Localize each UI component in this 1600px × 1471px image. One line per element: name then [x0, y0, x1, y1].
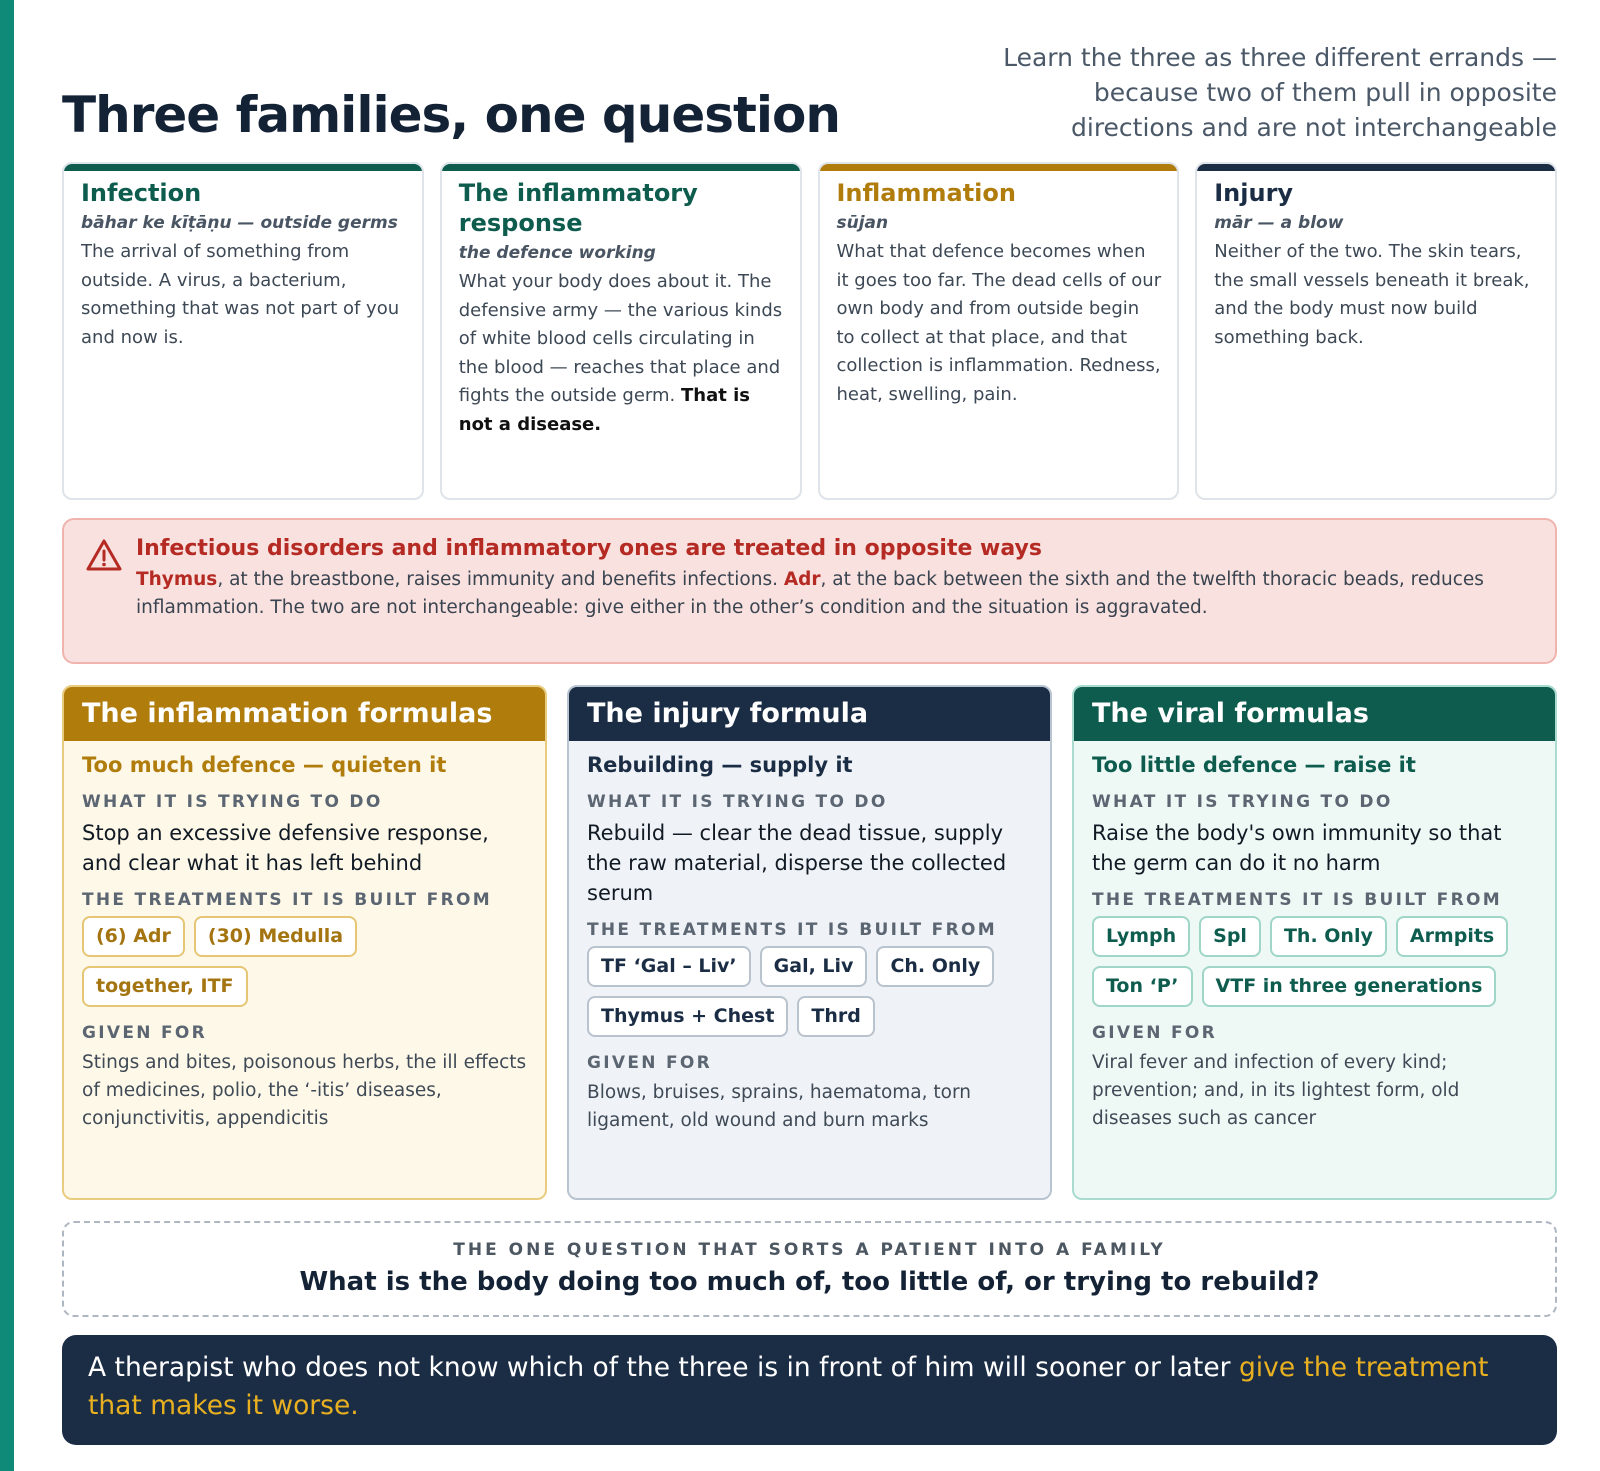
treatment-chip: Th. Only [1270, 916, 1387, 957]
formula-panels [62, 685, 1557, 1200]
goal-label: WHAT IT IS TRYING TO DO [1092, 792, 1393, 812]
formula-heading: The injury formula [569, 687, 1050, 741]
treatment-chip: Thrd [797, 996, 874, 1037]
treatment-chips [82, 916, 527, 1007]
treatments-label: THE TREATMENTS IT IS BUILT FROM [1092, 890, 1502, 910]
treatment-chip: (6) Adr [82, 916, 185, 957]
treatment-chip: Gal, Liv [760, 946, 868, 987]
concept-title: Inflammation [836, 179, 1016, 207]
concept-emphasis: That is not a disease. [458, 385, 750, 435]
concept-body-text: Neither of the two. The skin tears, the small vessels beneath it break, and the body must now build something back. [1214, 241, 1530, 348]
concept-title: Injury [1214, 179, 1294, 207]
treatment-chip: Lymph [1092, 916, 1190, 957]
concept-card-injury [1195, 162, 1557, 500]
treatment-chip: Thymus + Chest [587, 996, 788, 1037]
formula-tagline: Too much defence — quieten it [82, 753, 447, 777]
footer-banner [62, 1335, 1557, 1445]
concept-subtitle: mār — a blow [1214, 213, 1344, 233]
concept-body [1214, 238, 1539, 352]
formula-goal: Stop an excessive defensive response, and clear what it has left behind [82, 821, 489, 875]
warning-banner [62, 518, 1557, 664]
formula-panel-inflammation [62, 685, 547, 1200]
given-for-text: Stings and bites, poisonous herbs, the ill effects of medicines, polio, the ‘-itis’ diseases, conjunctivitis, appendicitis [82, 1052, 527, 1129]
treatment-chip: Spl [1199, 916, 1261, 957]
treatment-chips [587, 946, 1032, 1037]
goal-label: WHAT IT IS TRYING TO DO [587, 792, 888, 812]
formula-tagline: Rebuilding — supply it [587, 753, 853, 777]
question-text: What is the body doing too much of, too little of, or trying to rebuild? [299, 1267, 1320, 1297]
concept-body-text: What that defence becomes when it goes too far. The dead cells of our own body and from outside begin to collect at that place, and that collection is inflammation. Redness, heat, swelling, pain. [836, 241, 1162, 405]
treatment-chip: Ch. Only [876, 946, 994, 987]
treatment-chip: TF ‘Gal – Liv’ [587, 946, 751, 987]
warning-text-2: , at the back between the sixth and the twelfth thoracic beads, reduces inflammation. The two are not interchangeable: give either in the other’s condition and the situation is aggravated. [136, 569, 1484, 618]
treatments-label: THE TREATMENTS IT IS BUILT FROM [587, 920, 997, 940]
warning-term-thymus: Thymus [136, 569, 218, 590]
given-for-label: GIVEN FOR [1092, 1023, 1218, 1043]
given-for-label: GIVEN FOR [587, 1053, 713, 1073]
concept-subtitle: the defence working [458, 243, 656, 263]
question-label: THE ONE QUESTION THAT SORTS A PATIENT INTO A FAMILY [453, 1240, 1166, 1260]
treatment-chip: together, ITF [82, 966, 248, 1007]
given-for-label: GIVEN FOR [82, 1023, 208, 1043]
treatment-chip: Armpits [1396, 916, 1508, 957]
formula-heading: The inflammation formulas [64, 687, 545, 741]
concept-card-infection [62, 162, 424, 500]
side-accent-stripe [0, 0, 14, 1471]
concept-card-inflammation [818, 162, 1180, 500]
page-tagline: Learn the three as three different errands — because two of them pull in opposite directions and are not interchangeable [1003, 43, 1557, 142]
concept-cards [62, 162, 1557, 500]
given-for-text: Viral fever and infection of every kind; prevention; and, in its lightest form, old diseases such as cancer [1092, 1052, 1460, 1129]
goal-label: WHAT IT IS TRYING TO DO [82, 792, 383, 812]
footer-highlight: give the treatment that makes it worse. [88, 1352, 1489, 1421]
warning-text [136, 566, 1535, 622]
formula-panel-viral [1072, 685, 1557, 1200]
page-title: Three families, one question [62, 86, 840, 144]
formula-panel-injury [567, 685, 1052, 1200]
treatments-label: THE TREATMENTS IT IS BUILT FROM [82, 890, 492, 910]
formula-heading: The viral formulas [1074, 687, 1555, 741]
treatment-chip: VTF in three generations [1202, 966, 1497, 1007]
concept-card-inflammatory-response [440, 162, 802, 500]
warning-title: Infectious disorders and inflammatory ones are treated in opposite ways [136, 536, 1042, 561]
concept-body-text: The arrival of something from outside. A virus, a bacterium, something that was not part of you and now is. [81, 241, 400, 348]
warning-term-adr: Adr [783, 569, 821, 590]
footer-text: A therapist who does not know which of the three is in front of him will sooner or later [88, 1352, 1239, 1383]
treatment-chip: Ton ‘P’ [1092, 966, 1193, 1007]
warning-triangle-icon [86, 538, 122, 572]
concept-title: Infection [81, 179, 202, 207]
treatment-chips [1092, 916, 1537, 1007]
concept-body [459, 268, 784, 439]
concept-body-text: What your body does about it. The defensive army — the various kinds of white blood cells circulating in the blood — reaches that place and fights the outside germ. [458, 271, 783, 406]
given-for-text: Blows, bruises, sprains, haematoma, torn ligament, old wound and burn marks [587, 1082, 971, 1131]
warning-text-1: , at the breastbone, raises immunity and benefits infections. [217, 569, 784, 590]
formula-tagline: Too little defence — raise it [1092, 753, 1416, 777]
concept-title: The inflammatory response [458, 179, 698, 237]
sorting-question-box [62, 1221, 1557, 1317]
formula-goal: Raise the body's own immunity so that the germ can do it no harm [1092, 821, 1502, 875]
concept-body [81, 238, 406, 352]
concept-body [837, 238, 1162, 409]
concept-subtitle: bāhar ke kīṭāṇu — outside germs [81, 213, 398, 233]
concept-subtitle: sūjan [836, 213, 889, 233]
formula-goal: Rebuild — clear the dead tissue, supply the raw material, disperse the collected serum [587, 821, 1007, 905]
treatment-chip: (30) Medulla [194, 916, 357, 957]
page [62, 0, 1557, 1471]
